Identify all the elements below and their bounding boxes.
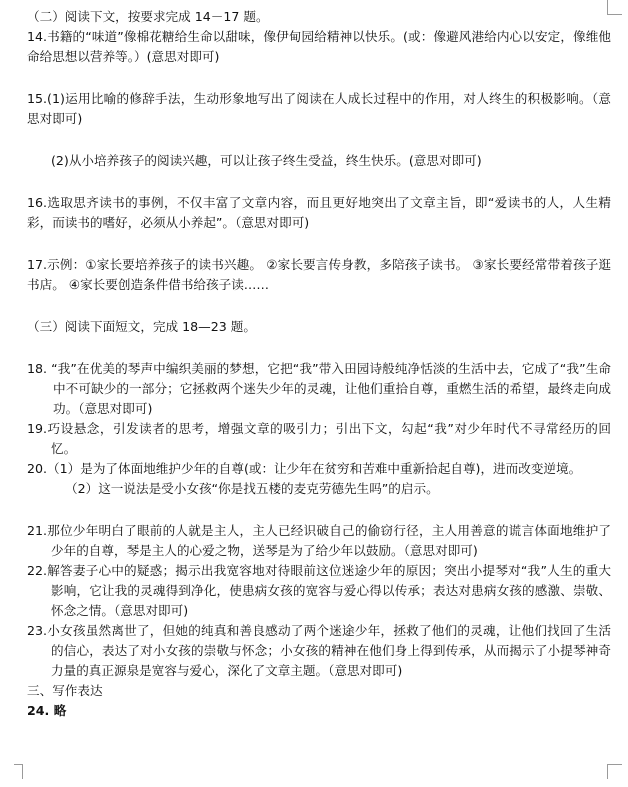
crop-mark-bottom-right xyxy=(607,764,622,779)
answer-21: 21.那位少年明白了眼前的人就是主人，主人已经识破自己的偷窃行径，主人用善意的谎言体面地维护了少年的自尊，琴是主人的心爱之物，送琴是为了给少年以鼓励。（意思对即可) xyxy=(27,523,611,558)
section-3-heading: （三）阅读下面短文，完成 18—23 题。 xyxy=(27,319,256,334)
answer-14: 14.书籍的“味道”像棉花糖给生命以甜味，像伊甸园给精神以快乐。(或：像避风港给内心以安定，像维他命给思想以营养等。）(意思对即可) xyxy=(27,29,611,64)
writing-section-heading: 三、写作表达 xyxy=(27,683,103,698)
answer-19: 19.巧设悬念，引发读者的思考，增强文章的吸引力；引出下文，勾起“我”对少年时代不寻常经历的回忆。 xyxy=(27,421,611,456)
answer-17: 17.示例：①家长要培养孩子的读书兴趣。 ②家长要言传身教，多陪孩子读书。 ③家长要经常带着孩子逛书店。 ④家长要创造条件借书给孩子读…… xyxy=(27,257,611,292)
answer-18: 18. “我”在优美的琴声中编织美丽的梦想，它把“我”带入田园诗般纯净恬淡的生活中去，它成了“我”生命中不可缺少的一部分；它拯救两个迷失少年的灵魂，让他们重拾自尊，重燃生活的希望，最终走向成功。（意思对即可) xyxy=(27,361,611,416)
crop-mark-bottom-left xyxy=(14,764,23,779)
answer-15-2: (2)从小培养孩子的阅读兴趣，可以让孩子终生受益，终生快乐。(意思对即可) xyxy=(51,153,482,168)
answer-23: 23.小女孩虽然离世了，但她的纯真和善良感动了两个迷途少年，拯救了他们的灵魂，让他们找回了生活的信心，表达了对小女孩的崇敬与怀念；小女孩的精神在他们身上得到传承，从而揭示了小提琴神奇力量的真正源泉是宽容与爱心，深化了文章主题。（意思对即可) xyxy=(27,623,611,678)
answer-16: 16.选取思齐读书的事例，不仅丰富了文章内容，而且更好地突出了文章主旨，即“爱读书的人，人生精彩，而读书的嗜好，必须从小养起”。（意思对即可) xyxy=(27,195,611,230)
document-body xyxy=(27,7,611,721)
section-2-heading: （二）阅读下文，按要求完成 14－17 题。 xyxy=(27,9,269,24)
answer-20-2: （2）这一说法是受小女孩“你是找五楼的麦克劳德先生吗”的启示。 xyxy=(65,481,439,496)
answer-20-1: 20.（1）是为了体面地维护少年的自尊(或：让少年在贫穷和苦难中重新拾起自尊)，进而改变逆境。 xyxy=(27,461,582,476)
answer-24: 24. 略 xyxy=(27,703,67,718)
answer-15-1: 15.(1)运用比喻的修辞手法，生动形象地写出了阅读在人成长过程中的作用，对人终生的积极影响。（意思对即可) xyxy=(27,91,611,126)
answer-22: 22.解答妻子心中的疑惑；揭示出我宽容地对待眼前这位迷途少年的原因；突出小提琴对“我”人生的重大影响，它让我的灵魂得到净化，使患病女孩的宽容与爱心得以传承；表达对患病女孩的感激、崇敬、怀念之情。（意思对即可) xyxy=(27,563,611,618)
